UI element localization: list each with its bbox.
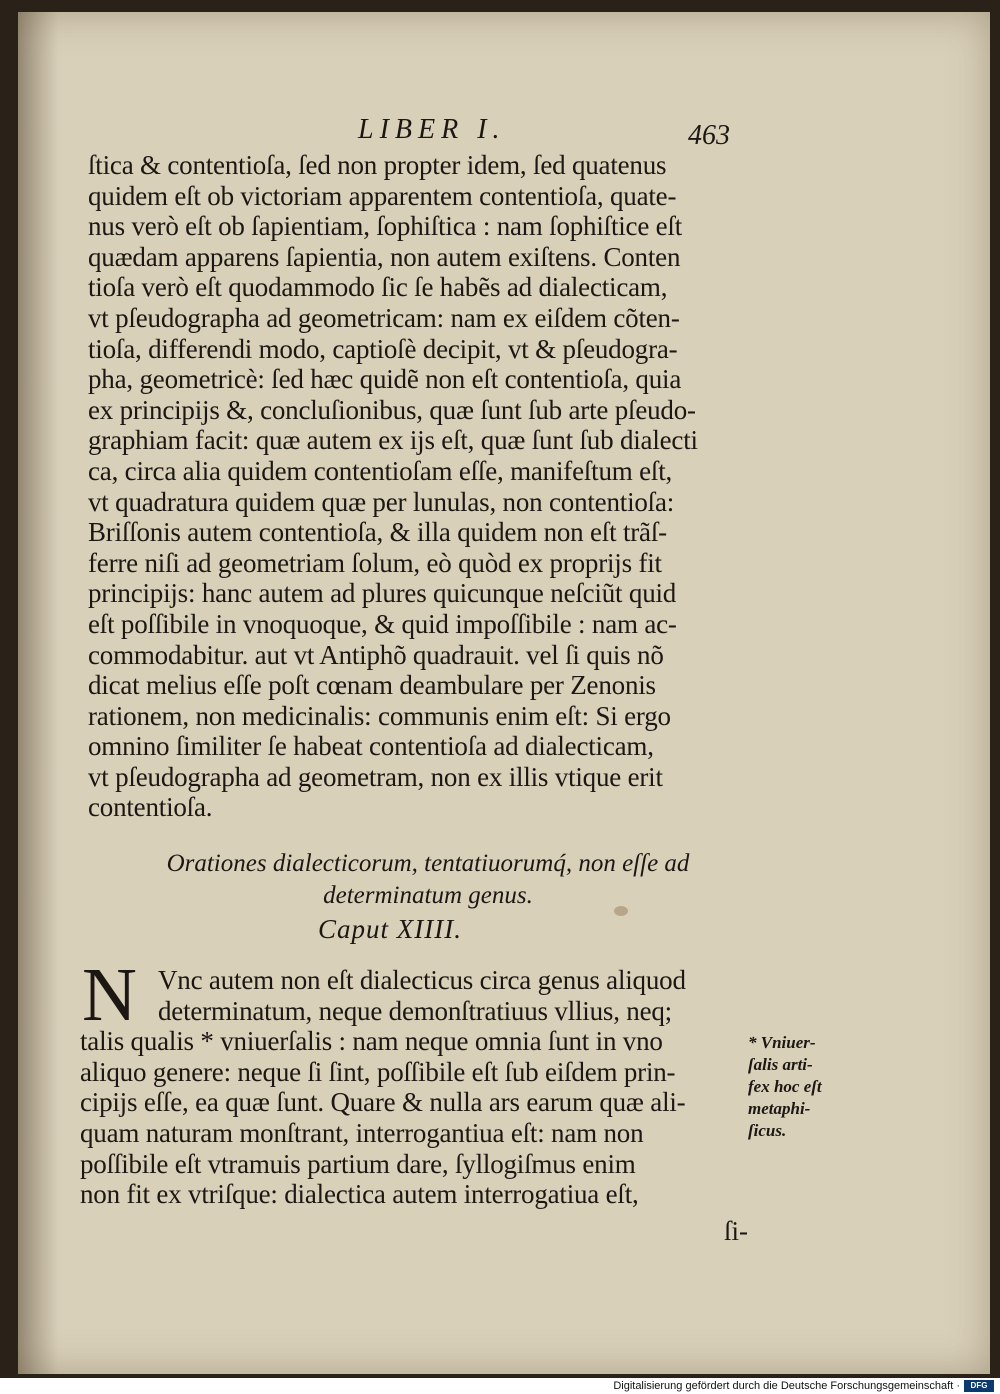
text-line: omnino ſimiliter ſe habeat contentioſa ad dialecticam, <box>88 731 654 762</box>
chapter-text <box>80 965 758 1210</box>
text-line: commodabitur. aut vt Antiphõ quadrauit. vel ſi quis nõ <box>88 639 664 670</box>
body-text <box>88 150 768 823</box>
note-line: fex hoc eſt <box>748 1077 822 1096</box>
book-page <box>18 12 990 1374</box>
chapter-heading <box>148 848 708 912</box>
text-line: nus verò eſt ob ſapientiam, ſophiſtica : nam ſophiſtice eſt <box>88 211 683 242</box>
text-line: determinatum, neque demonſtratiuus vllius, neq; <box>158 995 672 1026</box>
text-line: cipijs eſſe, ea quæ ſunt. Quare & nulla ars earum quæ ali- <box>80 1087 686 1118</box>
note-line: ſalis arti- <box>748 1055 813 1074</box>
note-line: ſicus. <box>748 1121 787 1140</box>
heading-line: determinatum genus. <box>323 882 533 909</box>
drop-cap: N <box>82 953 137 1037</box>
text-line: pha, geometricè: ſed hæc quidẽ non eſt contentioſa, quia <box>88 364 682 395</box>
text-line: vt quadratura quidem quæ per lunulas, non contentioſa: <box>88 486 675 517</box>
dfg-logo: DFG <box>964 1380 994 1392</box>
page-number: 463 <box>688 120 730 151</box>
text-line: eſt poſſibile in vnoquoque, & quid impoſſibile : nam ac- <box>88 608 677 639</box>
note-line: * Vniuer- <box>748 1033 816 1052</box>
heading-line: Orationes dialecticorum, tentatiuorumq́, non eſſe ad <box>166 850 690 877</box>
text-line: ferre niſi ad geometriam ſolum, eò quòd ex proprijs fit <box>88 547 662 578</box>
text-line: quam naturam monſtrant, interrogantiua eſt: nam non <box>80 1117 644 1148</box>
marginal-note <box>748 1032 860 1142</box>
text-line: quidem eſt ob victoriam apparentem contentioſa, quate- <box>88 180 677 211</box>
footer-bar <box>0 1378 1000 1394</box>
text-line: non fit ex vtriſque: dialectica autem interrogatiua eſt, <box>80 1179 639 1210</box>
text-line: Vnc autem non eſt dialecticus circa genus aliquod <box>158 965 686 995</box>
text-line: principijs: hanc autem ad plures quicunque neſciũt quid <box>88 578 677 609</box>
text-line: quædam apparens ſapientia, non autem exiſtens. Conten <box>88 241 681 272</box>
running-head: LIBER I. <box>358 114 506 145</box>
text-line: talis qualis * vniuerſalis : nam neque omnia ſunt in vno <box>80 1026 663 1057</box>
text-line: contentioſa. <box>88 792 213 823</box>
text-line: ca, circa alia quidem contentioſam eſſe, manifeſtum eſt, <box>88 455 673 486</box>
text-line: ſtica & contentioſa, ſed non propter idem, ſed quatenus <box>88 150 667 180</box>
text-line: graphiam facit: quæ autem ex ijs eſt, quæ ſunt ſub dialecti <box>88 425 698 456</box>
text-line: vt pſeudographa ad geometram, non ex illis vtique erit <box>88 761 663 792</box>
text-line: poſſibile eſt vtramuis partium dare, ſyllogiſmus enim <box>80 1148 636 1179</box>
chapter-number: Caput XIIII. <box>318 914 462 944</box>
catchword: ſi- <box>724 1216 748 1246</box>
text-line: aliquo genere: neque ſi ſint, poſſibile eſt ſub eiſdem prin- <box>80 1056 676 1087</box>
text-line: Briſſonis autem contentioſa, & illa quidem non eſt trãſ- <box>88 517 667 548</box>
text-line: dicat melius eſſe poſt cœnam deambulare per Zenonis <box>88 670 656 701</box>
funding-credit: Digitalisierung gefördert durch die Deutsche Forschungsgemeinschaft · <box>613 1380 960 1392</box>
text-line: rationem, non medicinalis: communis enim eſt: Si ergo <box>88 700 671 731</box>
text-line: ex principijs &, concluſionibus, quæ ſunt ſub arte pſeudo- <box>88 394 696 425</box>
text-line: tioſa, differendi modo, captioſè decipit, vt & pſeudogra- <box>88 333 678 364</box>
text-line: tioſa verò eſt quodammodo ſic ſe habẽs ad dialecticam, <box>88 272 668 303</box>
text-line: vt pſeudographa ad geometricam: nam ex eiſdem cõten- <box>88 302 680 333</box>
note-line: metaphi- <box>748 1099 811 1118</box>
